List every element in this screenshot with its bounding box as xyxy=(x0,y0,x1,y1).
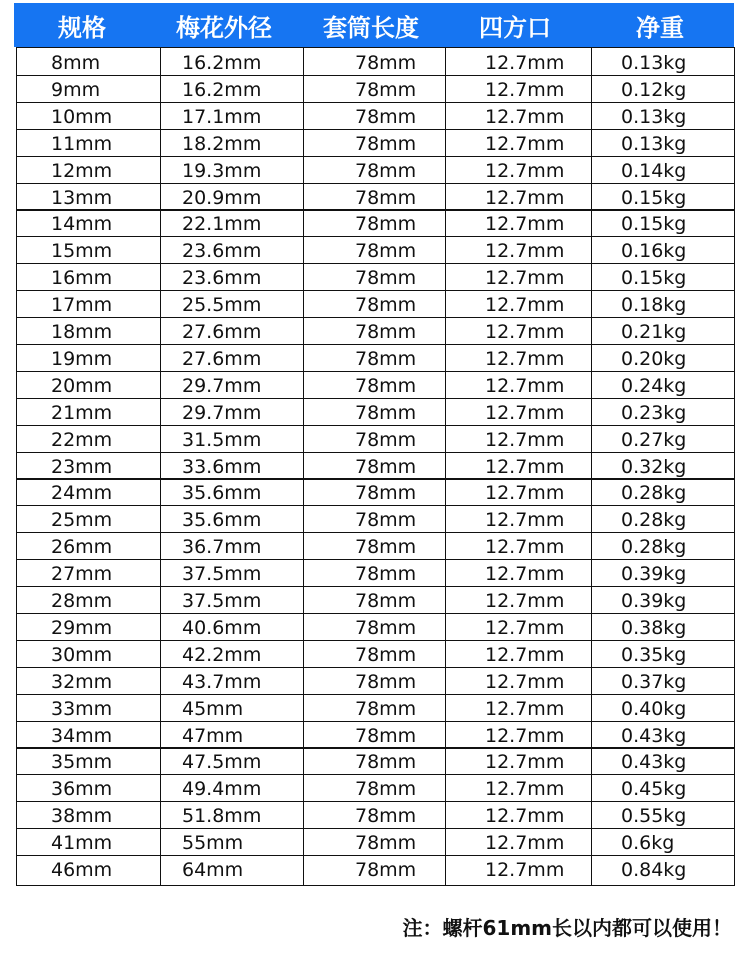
square-drive-cell: 12.7mm xyxy=(485,78,565,101)
outer-diameter-cell: 16.2mm xyxy=(182,52,262,74)
spec-cell: 16mm xyxy=(51,267,113,290)
weight-cell: 0.55kg xyxy=(621,805,687,828)
length-cell: 78mm xyxy=(355,428,417,451)
outer-diameter-cell: 55mm xyxy=(182,832,244,855)
square-drive-cell: 12.7mm xyxy=(485,267,565,290)
table-row xyxy=(17,828,734,855)
outer-diameter-cell: 45mm xyxy=(182,697,244,720)
table-row xyxy=(17,209,734,236)
length-cell: 78mm xyxy=(355,697,417,720)
spec-cell: 30mm xyxy=(51,643,113,666)
spec-cell: 22mm xyxy=(51,428,113,451)
outer-diameter-cell: 29.7mm xyxy=(182,374,262,397)
spec-cell: 17mm xyxy=(51,294,113,317)
table-row xyxy=(17,129,734,156)
spec-cell: 35mm xyxy=(51,751,113,774)
length-cell: 78mm xyxy=(355,267,417,290)
outer-diameter-cell: 16.2mm xyxy=(182,78,262,101)
square-drive-cell: 12.7mm xyxy=(485,455,565,478)
weight-cell: 0.28kg xyxy=(621,482,687,505)
table-row xyxy=(17,398,734,425)
weight-cell: 0.39kg xyxy=(621,590,687,612)
spec-cell: 26mm xyxy=(51,536,113,559)
spec-cell: 19mm xyxy=(51,347,113,370)
weight-cell: 0.24kg xyxy=(621,374,687,397)
outer-diameter-cell: 19.3mm xyxy=(182,159,262,182)
square-drive-cell: 12.7mm xyxy=(485,159,565,182)
table-row xyxy=(17,317,734,344)
length-cell: 78mm xyxy=(355,536,417,559)
outer-diameter-cell: 37.5mm xyxy=(182,590,262,612)
length-cell: 78mm xyxy=(355,401,417,424)
spec-cell: 33mm xyxy=(51,697,113,720)
outer-diameter-cell: 17.1mm xyxy=(182,105,262,128)
outer-diameter-cell: 40.6mm xyxy=(182,616,262,639)
spec-cell: 34mm xyxy=(51,724,113,747)
weight-cell: 0.37kg xyxy=(621,670,687,693)
spec-cell: 14mm xyxy=(51,213,113,236)
outer-diameter-cell: 20.9mm xyxy=(182,186,262,209)
table-row xyxy=(17,156,734,183)
spec-cell: 28mm xyxy=(51,590,113,612)
length-cell: 78mm xyxy=(355,78,417,101)
length-cell: 78mm xyxy=(355,509,417,532)
length-cell: 78mm xyxy=(355,105,417,128)
weight-cell: 0.16kg xyxy=(621,240,687,263)
length-cell: 78mm xyxy=(355,724,417,747)
outer-diameter-cell: 35.6mm xyxy=(182,482,262,505)
outer-diameter-cell: 51.8mm xyxy=(182,805,262,828)
length-cell: 78mm xyxy=(355,590,417,612)
square-drive-cell: 12.7mm xyxy=(485,616,565,639)
weight-cell: 0.32kg xyxy=(621,455,687,478)
weight-cell: 0.12kg xyxy=(621,78,687,101)
table-row xyxy=(17,371,734,398)
square-drive-cell: 12.7mm xyxy=(485,859,565,881)
weight-cell: 0.84kg xyxy=(621,859,687,881)
square-drive-cell: 12.7mm xyxy=(485,428,565,451)
length-cell: 78mm xyxy=(355,643,417,666)
weight-cell: 0.45kg xyxy=(621,778,687,801)
outer-diameter-cell: 47mm xyxy=(182,724,244,747)
square-drive-cell: 12.7mm xyxy=(485,482,565,505)
length-cell: 78mm xyxy=(355,455,417,478)
header-square-drive: 四方口 xyxy=(479,13,551,42)
weight-cell: 0.35kg xyxy=(621,643,687,666)
square-drive-cell: 12.7mm xyxy=(485,590,565,612)
spec-cell: 21mm xyxy=(51,401,113,424)
weight-cell: 0.28kg xyxy=(621,536,687,559)
table-row xyxy=(17,532,734,559)
spec-cell: 32mm xyxy=(51,670,113,693)
length-cell: 78mm xyxy=(355,832,417,855)
weight-cell: 0.21kg xyxy=(621,321,687,343)
square-drive-cell: 12.7mm xyxy=(485,670,565,693)
outer-diameter-cell: 18.2mm xyxy=(182,132,262,155)
weight-cell: 0.14kg xyxy=(621,159,687,182)
spec-cell: 10mm xyxy=(51,105,113,128)
spec-cell: 15mm xyxy=(51,240,113,263)
header-net-weight: 净重 xyxy=(636,13,684,42)
length-cell: 78mm xyxy=(355,240,417,263)
spec-cell: 29mm xyxy=(51,616,113,639)
length-cell: 78mm xyxy=(355,778,417,801)
table-row xyxy=(17,613,734,640)
square-drive-cell: 12.7mm xyxy=(485,52,565,74)
table-row xyxy=(17,801,734,828)
header-spec: 规格 xyxy=(58,13,106,42)
outer-diameter-cell: 33.6mm xyxy=(182,455,262,478)
length-cell: 78mm xyxy=(355,751,417,774)
weight-cell: 0.28kg xyxy=(621,509,687,532)
length-cell: 78mm xyxy=(355,859,417,881)
spec-cell: 9mm xyxy=(51,78,101,101)
header-outer-diameter: 梅花外径 xyxy=(176,13,272,42)
square-drive-cell: 12.7mm xyxy=(485,643,565,666)
square-drive-cell: 12.7mm xyxy=(485,563,565,586)
square-drive-cell: 12.7mm xyxy=(485,401,565,424)
outer-diameter-cell: 25.5mm xyxy=(182,294,262,317)
spec-table xyxy=(16,47,735,886)
weight-cell: 0.13kg xyxy=(621,105,687,128)
length-cell: 78mm xyxy=(355,186,417,209)
table-row xyxy=(17,640,734,667)
outer-diameter-cell: 31.5mm xyxy=(182,428,262,451)
square-drive-cell: 12.7mm xyxy=(485,105,565,128)
square-drive-cell: 12.7mm xyxy=(485,832,565,855)
outer-diameter-cell: 29.7mm xyxy=(182,401,262,424)
outer-diameter-cell: 23.6mm xyxy=(182,267,262,290)
outer-diameter-cell: 27.6mm xyxy=(182,321,262,343)
table-row xyxy=(17,478,734,505)
outer-diameter-cell: 37.5mm xyxy=(182,563,262,586)
table-row xyxy=(17,263,734,290)
spec-cell: 23mm xyxy=(51,455,113,478)
table-row xyxy=(17,236,734,263)
length-cell: 78mm xyxy=(355,347,417,370)
square-drive-cell: 12.7mm xyxy=(485,321,565,343)
table-row xyxy=(17,290,734,317)
weight-cell: 0.39kg xyxy=(621,563,687,586)
table-row xyxy=(17,667,734,694)
outer-diameter-cell: 22.1mm xyxy=(182,213,262,236)
table-header-bar xyxy=(14,3,734,47)
length-cell: 78mm xyxy=(355,482,417,505)
length-cell: 78mm xyxy=(355,805,417,828)
square-drive-cell: 12.7mm xyxy=(485,805,565,828)
weight-cell: 0.6kg xyxy=(621,832,675,855)
square-drive-cell: 12.7mm xyxy=(485,240,565,263)
weight-cell: 0.23kg xyxy=(621,401,687,424)
spec-cell: 8mm xyxy=(51,52,101,74)
table-row xyxy=(17,102,734,129)
weight-cell: 0.38kg xyxy=(621,616,687,639)
square-drive-cell: 12.7mm xyxy=(485,697,565,720)
square-drive-cell: 12.7mm xyxy=(485,213,565,236)
table-row xyxy=(17,559,734,586)
table-row xyxy=(17,505,734,532)
length-cell: 78mm xyxy=(355,374,417,397)
table-row xyxy=(17,774,734,801)
weight-cell: 0.27kg xyxy=(621,428,687,451)
outer-diameter-cell: 49.4mm xyxy=(182,778,262,801)
spec-cell: 20mm xyxy=(51,374,113,397)
spec-cell: 46mm xyxy=(51,859,113,881)
outer-diameter-cell: 27.6mm xyxy=(182,347,262,370)
table-row xyxy=(17,75,734,102)
outer-diameter-cell: 23.6mm xyxy=(182,240,262,263)
table-row xyxy=(17,183,734,210)
square-drive-cell: 12.7mm xyxy=(485,751,565,774)
length-cell: 78mm xyxy=(355,616,417,639)
table-row xyxy=(17,48,734,75)
table-row xyxy=(17,721,734,748)
weight-cell: 0.15kg xyxy=(621,186,687,209)
outer-diameter-cell: 43.7mm xyxy=(182,670,262,693)
table-row xyxy=(17,344,734,371)
spec-cell: 24mm xyxy=(51,482,113,505)
table-row xyxy=(17,747,734,774)
square-drive-cell: 12.7mm xyxy=(485,778,565,801)
outer-diameter-cell: 35.6mm xyxy=(182,509,262,532)
weight-cell: 0.43kg xyxy=(621,751,687,774)
length-cell: 78mm xyxy=(355,670,417,693)
spec-cell: 11mm xyxy=(51,132,113,155)
table-row xyxy=(17,855,734,882)
length-cell: 78mm xyxy=(355,563,417,586)
table-row xyxy=(17,694,734,721)
square-drive-cell: 12.7mm xyxy=(485,509,565,532)
square-drive-cell: 12.7mm xyxy=(485,724,565,747)
weight-cell: 0.18kg xyxy=(621,294,687,317)
square-drive-cell: 12.7mm xyxy=(485,374,565,397)
length-cell: 78mm xyxy=(355,132,417,155)
weight-cell: 0.15kg xyxy=(621,213,687,236)
square-drive-cell: 12.7mm xyxy=(485,186,565,209)
square-drive-cell: 12.7mm xyxy=(485,132,565,155)
header-socket-length: 套筒长度 xyxy=(323,13,419,42)
weight-cell: 0.20kg xyxy=(621,347,687,370)
weight-cell: 0.43kg xyxy=(621,724,687,747)
length-cell: 78mm xyxy=(355,321,417,343)
spec-cell: 18mm xyxy=(51,321,113,343)
square-drive-cell: 12.7mm xyxy=(485,294,565,317)
spec-cell: 38mm xyxy=(51,805,113,828)
outer-diameter-cell: 64mm xyxy=(182,859,244,881)
outer-diameter-cell: 36.7mm xyxy=(182,536,262,559)
table-row xyxy=(17,586,734,613)
footer-note: 注：螺杆61mm长以内都可以使用！ xyxy=(402,916,732,940)
length-cell: 78mm xyxy=(355,213,417,236)
outer-diameter-cell: 47.5mm xyxy=(182,751,262,774)
weight-cell: 0.15kg xyxy=(621,267,687,290)
length-cell: 78mm xyxy=(355,52,417,74)
spec-cell: 27mm xyxy=(51,563,113,586)
length-cell: 78mm xyxy=(355,294,417,317)
weight-cell: 0.13kg xyxy=(621,132,687,155)
length-cell: 78mm xyxy=(355,159,417,182)
square-drive-cell: 12.7mm xyxy=(485,536,565,559)
spec-cell: 13mm xyxy=(51,186,113,209)
spec-cell: 36mm xyxy=(51,778,113,801)
square-drive-cell: 12.7mm xyxy=(485,347,565,370)
outer-diameter-cell: 42.2mm xyxy=(182,643,262,666)
weight-cell: 0.13kg xyxy=(621,52,687,74)
spec-cell: 25mm xyxy=(51,509,113,532)
weight-cell: 0.40kg xyxy=(621,697,687,720)
table-row xyxy=(17,425,734,452)
table-row xyxy=(17,452,734,479)
spec-cell: 41mm xyxy=(51,832,113,855)
spec-cell: 12mm xyxy=(51,159,113,182)
